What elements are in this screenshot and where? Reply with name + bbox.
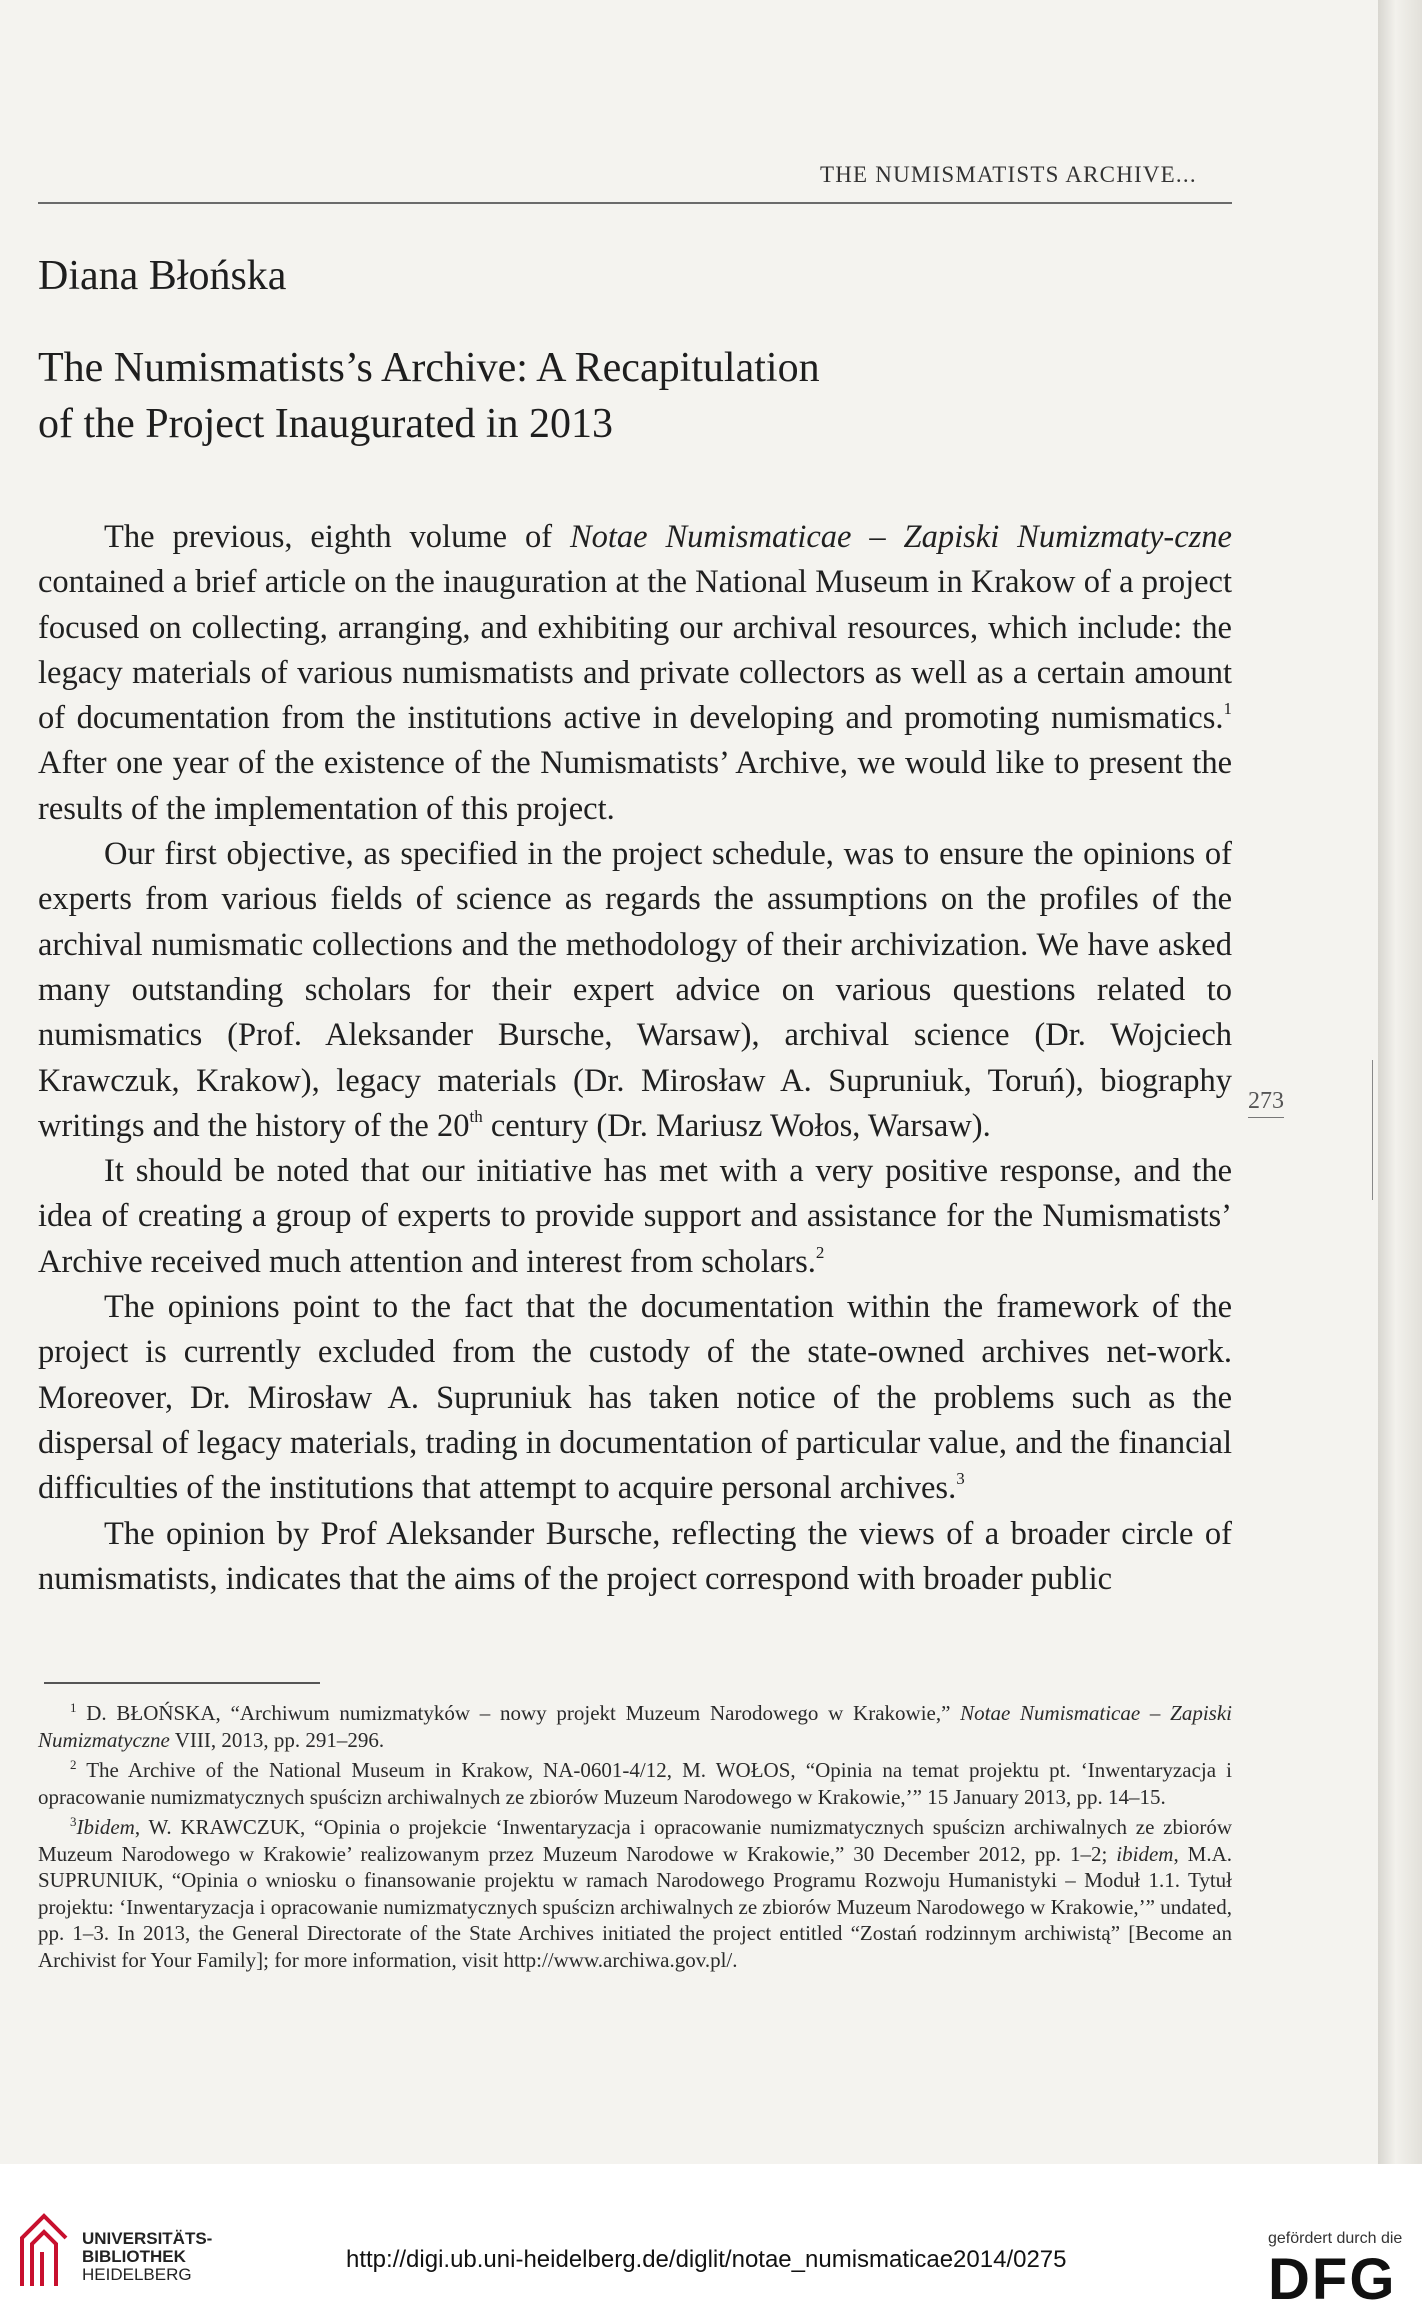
dfg-logo: DFG [1268,2247,1397,2312]
sponsor-caption: gefördert durch die [1268,2230,1403,2247]
paragraph-1: The previous, eighth volume of Notae Numismaticae – Zapiski Numizmaty-czne contained a brief article on the inauguration at the National Museum in Krakow of a project focused on collecting, arranging, and exhibiting our archival resources, which include: the legacy materials of various numismatists and private collectors as well as a certain amount of documentation from the institutions active in developing and promoting numismatics.$^1$ After one year of the existence of the Numismatists’ Archive, we would like to present the results of the implementation of this project. [38,519,1232,827]
ordinal-superscript: th [469,1106,483,1126]
permalink-url[interactable]: http://digi.ub.uni-heidelberg.de/diglit/notae_numismaticae2014/0275 [346,2246,1067,2273]
title-line-2: of the Project Inaugurated in 2013 [38,401,613,447]
paragraph-3: It should be noted that our initiative has met with a very positive response, and the idea of creating a group of experts to provide support and assistance for the Numismatists’ Archive received much attention and interest from scholars.$^2$ [38,1153,1232,1280]
title-line-1: The Numismatists’s Archive: A Recapitulation [38,345,820,391]
library-name: UNIVERSITÄTS- BIBLIOTHEK HEIDELBERG [82,2229,213,2284]
paragraph-4: The opinions point to the fact that the documentation within the framework of the project is currently excluded from the custody of the state-owned archives net-work. Moreover, Dr. Mirosław A. Supruniuk has taken notice of the problems such as the dispersal of legacy materials, trading in documentation of particular value, and the financial difficulties of the institutions that attempt to acquire personal archives.$^3$ [38,1289,1232,1507]
paragraph-5: The opinion by Prof Aleksander Bursche, reflecting the views of a broader circle of numismatists, indicates that the aims of the project correspond with broader public [38,1515,1232,1597]
page-edge-mark [1372,1060,1373,1200]
header-rule [38,202,1232,204]
digitization-footer [0,2164,1422,2314]
footnotes [38,1700,1232,1977]
footnote-ref-2[interactable]: 2 [815,1242,825,1262]
page-number: 273 [1248,1088,1284,1118]
ub-heidelberg-logo-icon [14,2208,74,2292]
article-body [38,515,1232,1602]
journal-title: Notae Numismaticae – Zapiski Numizmaty-czne [569,519,1232,555]
footnote-1: $^1$ D. BŁOŃSKA, “Archiwum numizmatyków – nowy projekt Muzeum Narodowego w Krakowie,” Notae Numismaticae – Zapiski Numizmatyczne VIII, 2013, pp. 291–296. [38,1700,1232,1752]
footnote-ref-3[interactable]: 3 [956,1469,965,1489]
footnote-rule [44,1682,320,1684]
footnote-ref-1[interactable]: 1 [1223,699,1232,719]
paragraph-2: Our first objective, as specified in the project schedule, was to ensure the opinions of experts from various fields of science as regards the assumptions on the profiles of the archival numismatic collections and the methodology of their archivization. We have asked many outstanding scholars for their expert advice on various questions related to numismatics (Prof. Aleksander Bursche, Warsaw), archival science (Dr. Wojciech Krawczuk, Krakow), legacy materials (Dr. Mirosław A. Supruniuk, Toruń), biography writings and the history of the 20th century (Dr. Mariusz Wołos, Warsaw). [38,836,1232,1144]
footnote-3: $^3$Ibidem, W. KRAWCZUK, “Opinia o projekcie ‘Inwentaryzacja i opracowanie numizmatycznych spuścizn archiwalnych ze zbiorów Muzeum Narodowego w Krakowie’ realizowanym przez Muzeum Narodowe w Krakowie,” 30 December 2012, pp. 1–2; ibidem, M.A. SUPRUNIUK, “Opinia o wniosku o finansowanie projektu w ramach Narodowego Programu Rozwoju Humanistyki – Moduł 1.1. Tytuł projektu: ‘Inwentaryzacja i opracowanie numizmatycznych spuścizn archiwalnych ze zbiorów Muzeum Narodowego w Krakowie,’” undated, pp. 1–3. In 2013, the General Directorate of the State Archives initiated the project entitled “Zostań rodzinnym archiwistą” [Become an Archivist for Your Family]; for more information, visit http://www.archiwa.gov.pl/. [38,1814,1232,1972]
running-head: THE NUMISMATISTS ARCHIVE... [820,162,1197,187]
article-author: Diana Błońska [38,253,287,299]
footnote-2: $^2$ The Archive of the National Museum in Krakow, NA-0601-4/12, M. WOŁOS, “Opinia na temat projektu pt. ‘Inwentaryzacja i opracowanie numizmatycznych spuścizn archiwalnych ze zbiorów Muzeum Narodowego w Krakowie,’” 15 January 2013, pp. 14–15. [38,1757,1232,1809]
book-spine [1378,0,1422,2164]
article-title [38,340,820,452]
